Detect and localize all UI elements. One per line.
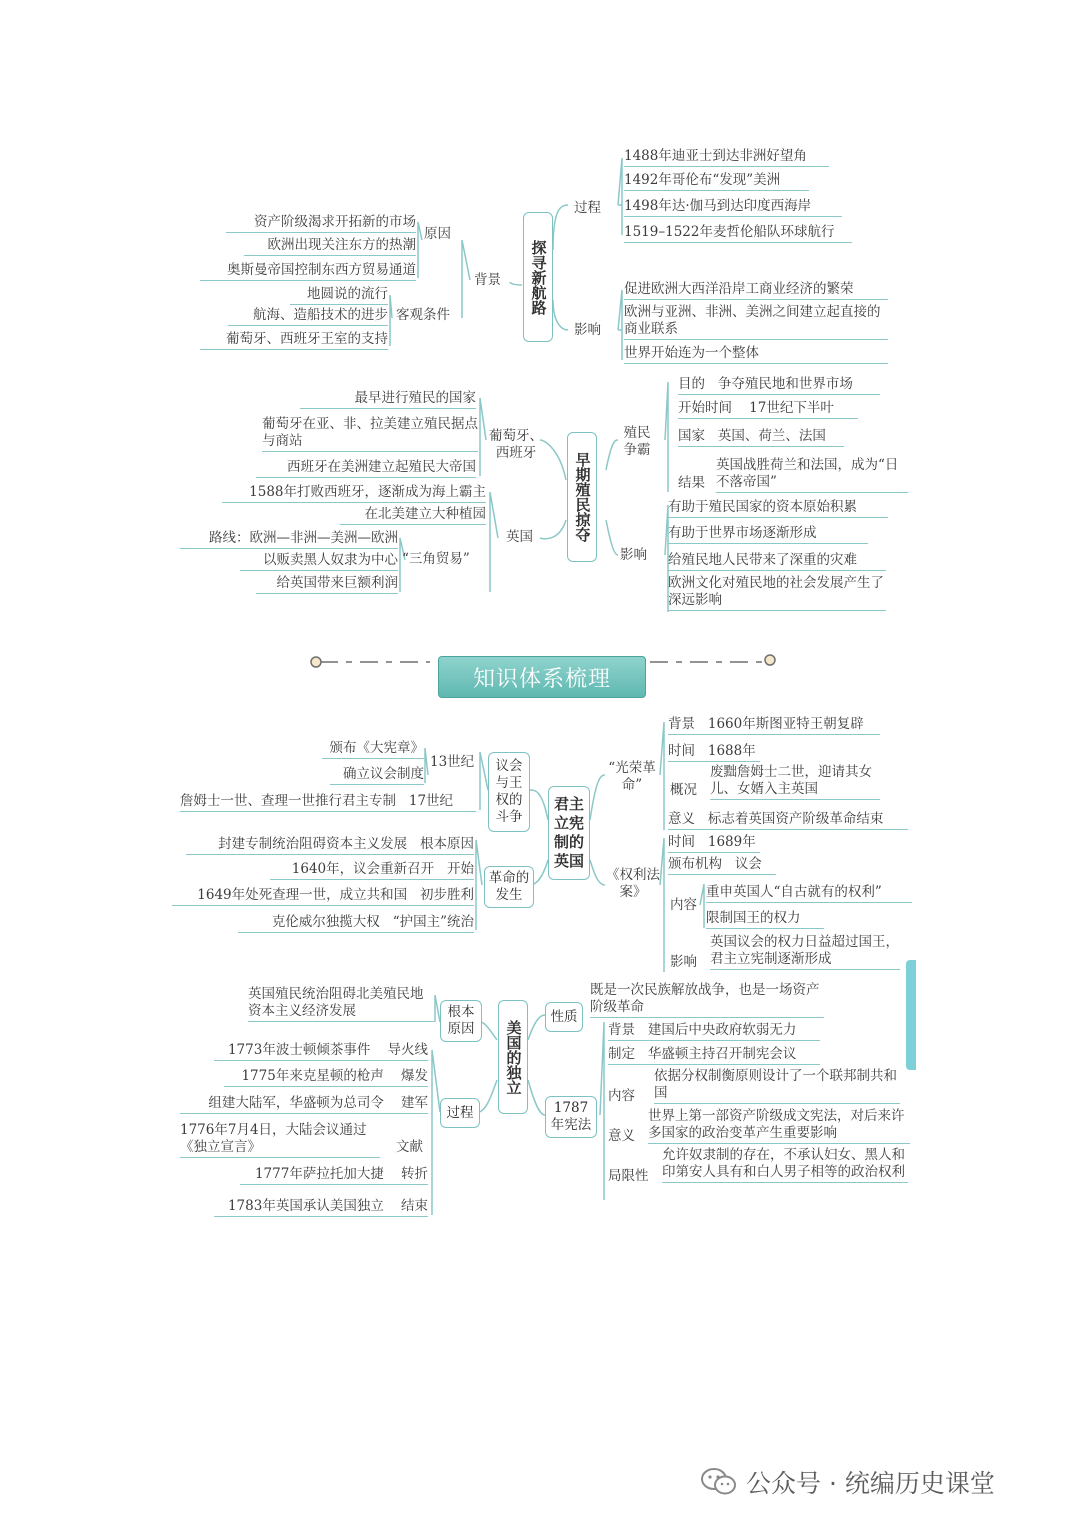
usa-process-4-tag: 文献 xyxy=(396,1139,423,1155)
england-rev-3-tag: 初步胜利 xyxy=(420,887,474,903)
colonial-triangle-label: “三角贸易” xyxy=(402,551,470,567)
explore-impact-1: 促进欧洲大西洋沿岸工商业经济的繁荣 xyxy=(624,281,888,300)
node-usa-process-text: 过程 xyxy=(446,1104,474,1121)
colonial-impact-2: 有助于世界市场逐渐形成 xyxy=(668,525,868,544)
usa-const-made-label: 制定 xyxy=(608,1046,635,1062)
england-bill-impact-label: 影响 xyxy=(670,954,697,970)
england-c13-2: 确立议会制度 xyxy=(330,766,424,785)
watermark xyxy=(700,1462,995,1502)
usa-process-1-text: 1773年波士顿倾茶事件 xyxy=(227,1042,371,1058)
england-bill-impact-value: 英国议会的权力日益超过国王，君主立宪制逐渐形成 xyxy=(710,934,900,970)
usa-process-5 xyxy=(240,1166,428,1185)
explore-reason-1: 资产阶级渴求开拓新的市场 xyxy=(226,214,416,233)
colonial-impact-1: 有助于殖民国家的资本原始积累 xyxy=(668,499,888,518)
node-struggle-text: 议会与王权的斗争 xyxy=(495,758,523,825)
usa-const-meaning-label: 意义 xyxy=(608,1128,635,1144)
usa-process-2-text: 1775年来克星顿的枪声 xyxy=(241,1068,384,1084)
england-rev-3-text: 1649年处死查理一世，成立共和国 xyxy=(197,887,408,903)
section-title-banner: 知识体系梳理 xyxy=(438,656,646,698)
england-glorious-meaning-label: 意义 xyxy=(668,811,695,827)
usa-root-value: 英国殖民统治阻碍北美殖民地资本主义经济发展 xyxy=(248,986,434,1022)
node-usa-constitution-text: 1787年宪法 xyxy=(550,1100,592,1133)
watermark-text: 公众号 · 统编历史课堂 xyxy=(746,1469,995,1498)
usa-process-2 xyxy=(224,1068,428,1087)
usa-const-content-value: 依据分权制衡原则设计了一个联邦制共和国 xyxy=(654,1068,900,1104)
node-revolution-text: 革命的发生 xyxy=(488,870,530,903)
england-c13-1: 颁布《大宪章》 xyxy=(322,740,424,759)
explore-reason-label: 原因 xyxy=(424,226,451,242)
england-glorious-label: “光荣革命” xyxy=(608,760,656,793)
colonial-britain-2: 在北美建立大种植园 xyxy=(340,506,486,525)
england-rev-2 xyxy=(270,861,474,880)
england-rev-1 xyxy=(186,836,474,855)
usa-const-made-value: 华盛顿主持召开制宪会议 xyxy=(647,1046,797,1062)
england-bill-org xyxy=(668,856,776,875)
usa-process-3 xyxy=(180,1095,428,1114)
england-rev-1-tag: 根本原因 xyxy=(420,836,474,852)
page-edge-tab xyxy=(906,960,916,1070)
usa-const-content-label: 内容 xyxy=(608,1088,635,1104)
england-bill-org-value: 议会 xyxy=(734,856,762,872)
colonial-purpose-label: 目的 xyxy=(678,376,705,392)
node-usa-nature-text: 性质 xyxy=(550,1008,578,1025)
wechat-icon xyxy=(700,1466,738,1498)
colonial-ps-2: 葡萄牙在亚、非、拉美建立殖民据点与商站 xyxy=(262,416,478,452)
england-rev-3 xyxy=(172,887,474,906)
england-c17 xyxy=(180,793,476,812)
explore-reason-2: 欧洲出现关注东方的热潮 xyxy=(244,237,416,256)
colonial-triangle-2: 以贩卖黑人奴隶为中心 xyxy=(240,552,398,571)
node-usa-title-text: 美国的独立 xyxy=(504,1019,523,1095)
colonial-britain-label: 英国 xyxy=(506,529,533,545)
colonial-start-label: 开始时间 xyxy=(678,400,732,416)
node-revolution xyxy=(484,866,534,908)
explore-process-label: 过程 xyxy=(574,200,601,216)
england-glorious-bg xyxy=(668,716,880,735)
colonial-impact-label: 影响 xyxy=(620,547,647,563)
explore-impact-label: 影响 xyxy=(574,322,601,338)
explore-background-label: 背景 xyxy=(474,272,501,288)
colonial-result-value: 英国战胜荷兰和法国，成为“日不落帝国” xyxy=(716,457,908,493)
node-usa-title xyxy=(498,1000,528,1114)
usa-const-limit-value: 允许奴隶制的存在，不承认妇女、黑人和印第安人具有和白人男子相等的政治权利 xyxy=(662,1147,908,1183)
colonial-result-label: 结果 xyxy=(678,475,705,491)
explore-process-1: 1488年迪亚士到达非洲好望角 xyxy=(624,148,829,167)
england-glorious-summary-label: 概况 xyxy=(670,782,697,798)
node-usa-process xyxy=(440,1098,480,1128)
england-bill-time-value: 1689年 xyxy=(707,834,756,850)
england-rev-2-tag: 开始 xyxy=(447,861,474,877)
england-bill-content-label: 内容 xyxy=(670,897,697,913)
usa-process-6-tag: 结束 xyxy=(401,1198,428,1214)
usa-process-5-text: 1777年萨拉托加大捷 xyxy=(254,1166,384,1182)
colonial-impact-4: 欧洲文化对殖民地的社会发展产生了深远影响 xyxy=(668,575,886,611)
colonial-start xyxy=(678,400,858,419)
england-bill-time-label: 时间 xyxy=(668,834,695,850)
colonial-britain-1: 1588年打败西班牙，逐渐成为海上霸主 xyxy=(222,484,486,503)
england-rev-4-text: 克伦威尔独揽大权 xyxy=(271,914,380,930)
england-rev-2-text: 1640年，议会重新召开 xyxy=(291,861,435,877)
node-usa-root-text: 根本原因 xyxy=(447,1004,475,1037)
explore-reason-3: 奥斯曼帝国控制东西方贸易通道 xyxy=(200,262,416,281)
england-glorious-meaning xyxy=(668,811,908,830)
england-bill-label: 《权利法案》 xyxy=(606,867,660,900)
explore-process-4: 1519–1522年麦哲伦船队环球航行 xyxy=(624,224,852,243)
usa-process-5-tag: 转折 xyxy=(401,1166,428,1182)
england-bill-content-1: 重申英国人“自古就有的权利” xyxy=(706,884,912,903)
node-usa-constitution xyxy=(545,1096,597,1138)
node-england-title xyxy=(548,786,590,880)
england-glorious-bg-value: 1660年斯图亚特王朝复辟 xyxy=(707,716,864,732)
colonial-hegemony-label: 殖民争霸 xyxy=(623,425,651,458)
explore-objective-3: 葡萄牙、西班牙王室的支持 xyxy=(200,331,388,350)
usa-process-6-text: 1783年英国承认美国独立 xyxy=(227,1198,384,1214)
england-bill-org-label: 颁布机构 xyxy=(668,856,722,872)
england-rev-4-tag: “护国主”统治 xyxy=(392,914,474,930)
usa-const-made xyxy=(608,1046,820,1065)
usa-const-meaning-value: 世界上第一部资产阶级成文宪法，对后来许多国家的政治变革产生重要影响 xyxy=(648,1108,910,1144)
england-rev-4 xyxy=(238,914,474,933)
explore-impact-2: 欧洲与亚洲、非洲、美洲之间建立起直接的商业联系 xyxy=(624,304,888,340)
england-bill-content-2: 限制国王的权力 xyxy=(706,910,824,929)
colonial-triangle-3: 给英国带来巨额利润 xyxy=(256,575,398,594)
usa-const-bg-value: 建国后中央政府软弱无力 xyxy=(647,1022,797,1038)
usa-process-6 xyxy=(214,1198,428,1217)
colonial-start-value: 17世纪下半叶 xyxy=(749,400,834,416)
node-colonial-title xyxy=(567,432,597,562)
usa-process-4-text: 1776年7月4日，大陆会议通过《独立宣言》 xyxy=(180,1122,380,1158)
colonial-impact-3: 给殖民地人民带来了深重的灾难 xyxy=(668,552,886,571)
colonial-countries-value: 英国、荷兰、法国 xyxy=(717,428,826,444)
explore-objective-label: 客观条件 xyxy=(396,307,450,323)
usa-process-1 xyxy=(214,1042,428,1061)
usa-process-1-tag: 导火线 xyxy=(387,1042,428,1058)
england-c17-label: 17世纪 xyxy=(408,793,454,809)
england-glorious-time-label: 时间 xyxy=(668,743,695,759)
england-glorious-summary-value: 废黜詹姆士二世，迎请其女儿、女婿入主英国 xyxy=(710,764,880,800)
england-glorious-bg-label: 背景 xyxy=(668,716,695,732)
usa-const-limit-label: 局限性 xyxy=(608,1168,649,1184)
node-colonial-title-text: 早期殖民掠夺 xyxy=(573,452,592,542)
usa-process-2-tag: 爆发 xyxy=(401,1068,428,1084)
england-glorious-meaning-value: 标志着英国资产阶级革命结束 xyxy=(707,811,884,827)
england-c17-text: 詹姆士一世、查理一世推行君主专制 xyxy=(180,793,396,809)
colonial-triangle-1: 路线：欧洲—非洲—美洲—欧洲 xyxy=(180,530,398,549)
colonial-countries xyxy=(678,428,844,447)
usa-const-bg-label: 背景 xyxy=(608,1022,635,1038)
node-explore-title-text: 探寻新航路 xyxy=(529,239,548,315)
england-rev-1-text: 封建专制统治阻碍资本主义发展 xyxy=(218,836,408,852)
explore-process-2: 1492年哥伦布“发现”美洲 xyxy=(624,172,809,191)
england-c13-label: 13世纪 xyxy=(430,754,475,770)
node-struggle xyxy=(488,752,530,832)
node-england-title-text: 君主立宪制的英国 xyxy=(553,795,584,870)
colonial-ps-3: 西班牙在美洲建立起殖民大帝国 xyxy=(256,459,476,478)
england-glorious-time-value: 1688年 xyxy=(707,743,756,759)
usa-nature-value: 既是一次民族解放战争，也是一场资产阶级革命 xyxy=(590,982,824,1018)
usa-const-bg xyxy=(608,1022,820,1041)
england-bill-time xyxy=(668,834,760,853)
explore-objective-2: 航海、造船技术的进步 xyxy=(228,307,388,326)
explore-process-3: 1498年达·伽马到达印度西海岸 xyxy=(624,198,842,217)
explore-objective-1: 地圆说的流行 xyxy=(290,286,388,305)
colonial-countries-label: 国家 xyxy=(678,428,705,444)
node-usa-nature xyxy=(545,1002,583,1032)
england-glorious-time xyxy=(668,743,760,762)
node-explore-title xyxy=(523,212,553,342)
explore-impact-3: 世界开始连为一个整体 xyxy=(624,345,888,364)
node-usa-root xyxy=(440,1000,482,1042)
colonial-purpose-value: 争夺殖民地和世界市场 xyxy=(717,376,853,392)
usa-process-3-tag: 建军 xyxy=(401,1095,428,1111)
colonial-ps-1: 最早进行殖民的国家 xyxy=(300,390,476,409)
colonial-ps-label: 葡萄牙、西班牙 xyxy=(489,428,543,461)
usa-process-3-text: 组建大陆军，华盛顿为总司令 xyxy=(208,1095,384,1111)
colonial-purpose xyxy=(678,376,880,395)
